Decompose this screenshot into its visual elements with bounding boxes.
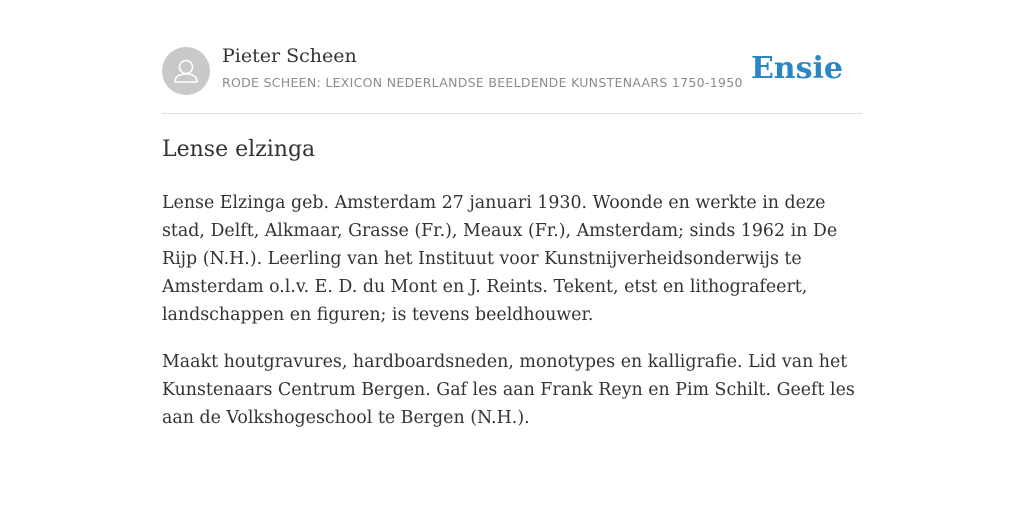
article-body — [162, 189, 862, 451]
page-title: Lense elzinga — [162, 137, 316, 162]
author-name[interactable]: Pieter Scheen — [222, 45, 357, 67]
user-icon — [162, 47, 210, 95]
paragraph: Lense Elzinga geb. Amsterdam 27 januari 1930. Woonde en werkte in deze stad, Delft, Alkmaar, Grasse (Fr.), Meaux (Fr.), Amsterdam; sinds 1962 in De Rijp (N.H.). Leerling van het Instituut voor Kunstnijverheidsonderwijs te Amsterdam o.l.v. E. D. du Mont en J. Reints. Tekent, etst en lithografeert, landschappen en figuren; is tevens beeldhouwer. — [162, 193, 838, 325]
source-title[interactable]: RODE SCHEEN: LEXICON NEDERLANDSE BEELDENDE KUNSTENAARS 1750-1950 — [222, 75, 743, 90]
article-card — [162, 0, 862, 428]
paragraph: Maakt houtgravures, hardboardsneden, monotypes en kalligrafie. Lid van het Kunstenaars Centrum Bergen. Gaf les aan Frank Reyn en Pim Schilt. Geeft les aan de Volkshogeschool te Bergen (N.H.). — [162, 352, 855, 428]
ensie-logo[interactable]: Ensie — [750, 51, 843, 86]
avatar[interactable] — [162, 47, 210, 95]
article-header — [162, 0, 862, 114]
